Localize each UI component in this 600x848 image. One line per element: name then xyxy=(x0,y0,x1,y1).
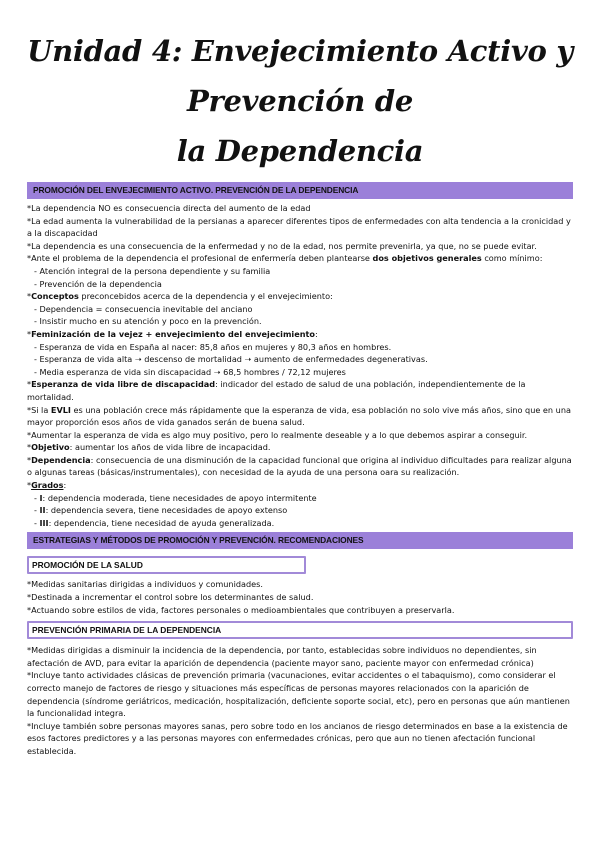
section-heading-prevencion-primaria: PREVENCIÓN PRIMARIA DE LA DEPENDENCIA xyxy=(27,621,573,639)
list-item: - Media esperanza de vida sin discapacidad ➝ 68,5 hombres / 72,12 mujeres xyxy=(34,366,346,377)
paragraph-feminizacion: *Feminización de la vejez + envejecimiento del envejecimiento: xyxy=(27,328,318,339)
paragraph-objetivo: *Objetivo: aumentar los años de vida libre de incapacidad. xyxy=(27,442,271,453)
section-heading-promocion-salud: PROMOCIÓN DE LA SALUD xyxy=(27,556,306,574)
list-item: - Dependencia = consecuencia inevitable del anciano xyxy=(34,303,253,314)
list-item: - Atención integral de la persona dependiente y su familia xyxy=(34,265,271,276)
paragraph: *Aumentar la esperanza de vida es algo muy positivo, pero lo realmente deseable y a lo que debemos aspirar a conseguir. xyxy=(27,429,528,440)
paragraph: *Actuando sobre estilos de vida, factores personales o medioambientales que contribuyen a preservarla. xyxy=(27,604,455,615)
paragraph: *La edad aumenta la vulnerabilidad de la persianas a aparecer diferentes tipos de enfermedades con alta tendencia a la cronicidad y a la discapacidad xyxy=(27,215,571,239)
list-item: - Prevención de la dependencia xyxy=(34,278,162,289)
paragraph-dependencia: *Dependencia: consecuencia de una disminución de la capacidad funcional que origina al individuo dificultades para realizar alguna o algunas tareas (básicas/instrumentales), con necesidad de la ayuda de una persona oara su realización. xyxy=(27,454,572,478)
paragraph: *La dependencia es una consecuencia de la enfermedad y no de la edad, nos permite prevenirla, ya que, no se puede evitar. xyxy=(27,240,537,251)
paragraph: *Medidas dirigidas a disminuir la incidencia de la dependencia, por tanto, establecidas sobre individuos no dependientes, sin afectación de AVD, para evitar la aparición de dependencia (paciente mayor sano, paciente mayor con enfermedad crónica) xyxy=(27,645,537,668)
paragraph: *La dependencia NO es consecuencia directa del aumento de la edad xyxy=(27,203,311,213)
paragraph-evli: *Si la EVLI es una población crece más rápidamente que la esperanza de vida, esa población no solo vive más años, sino que en una mayor proporción esos años de vida ganados serán de buena salud. xyxy=(27,404,571,428)
list-item-grado-1: - I: dependencia moderada, tiene necesidades de apoyo intermitente xyxy=(34,492,317,503)
section-body-promocion-salud xyxy=(27,578,573,616)
list-item-grado-2: - II: dependencia severa, tiene necesidades de apoyo extenso xyxy=(34,505,288,516)
section-heading-promocion-envejecimiento: PROMOCIÓN DEL ENVEJECIMIENTO ACTIVO. PREVENCIÓN DE LA DEPENDENCIA xyxy=(27,182,573,199)
list-item: - Esperanza de vida alta ➝ descenso de mortalidad ➝ aumento de enfermedades degenerativas. xyxy=(34,354,428,365)
paragraph-objetivos: *Ante el problema de la dependencia el profesional de enfermería deben plantearse dos objetivos generales como mínimo: xyxy=(27,253,543,264)
paragraph: *Incluye también sobre personas mayores sanas, pero sobre todo en los ancianos de riesgo determinados en base a la existencia de esos factores predictores y a las personas mayores con enfermedades crónicas, pero que aun no tienen afectación funcional establecida. xyxy=(27,720,568,756)
list-item: - Insistir mucho en su atención y poco en la prevención. xyxy=(34,316,262,327)
section-body-prevencion-primaria xyxy=(27,644,573,757)
document-title xyxy=(27,0,573,176)
list-item: - Esperanza de vida en España al nacer: 85,8 años en mujeres y 80,3 años en hombres. xyxy=(34,341,392,352)
title-line-1: Unidad 4: Envejecimiento Activo y Prevención de xyxy=(27,34,573,118)
paragraph: *Medidas sanitarias dirigidas a individuos y comunidades. xyxy=(27,579,263,590)
paragraph-grados: *Grados: xyxy=(27,480,67,491)
paragraph-conceptos: *Conceptos preconcebidos acerca de la dependencia y el envejecimiento: xyxy=(27,291,333,302)
paragraph-esperanza: *Esperanza de vida libre de discapacidad: indicador del estado de salud de una población, independientemente de la mortalidad. xyxy=(27,379,526,402)
title-line-2: la Dependencia xyxy=(176,134,424,168)
section-heading-estrategias: ESTRATEGIAS Y MÉTODOS DE PROMOCIÓN Y PREVENCIÓN. RECOMENDACIONES xyxy=(27,532,573,549)
list-item-grado-3: - III: dependencia, tiene necesidad de ayuda generalizada. xyxy=(34,517,275,528)
section-body-promocion-envejecimiento xyxy=(27,202,573,529)
paragraph: *Destinada a incrementar el control sobre los determinantes de salud. xyxy=(27,592,314,603)
paragraph: *Incluye tanto actividades clásicas de prevención primaria (vacunaciones, evitar accidentes o el tabaquismo), como considerar el correcto manejo de factores de riesgo y situaciones más específicas de personas mayores relacionados con la aparición de dependencia (síndrome geriátricos, medicación, hospitalización, deficiente soporte social, etc), pero en personas que aún mantienen la funcionalidad integra. xyxy=(27,670,570,719)
